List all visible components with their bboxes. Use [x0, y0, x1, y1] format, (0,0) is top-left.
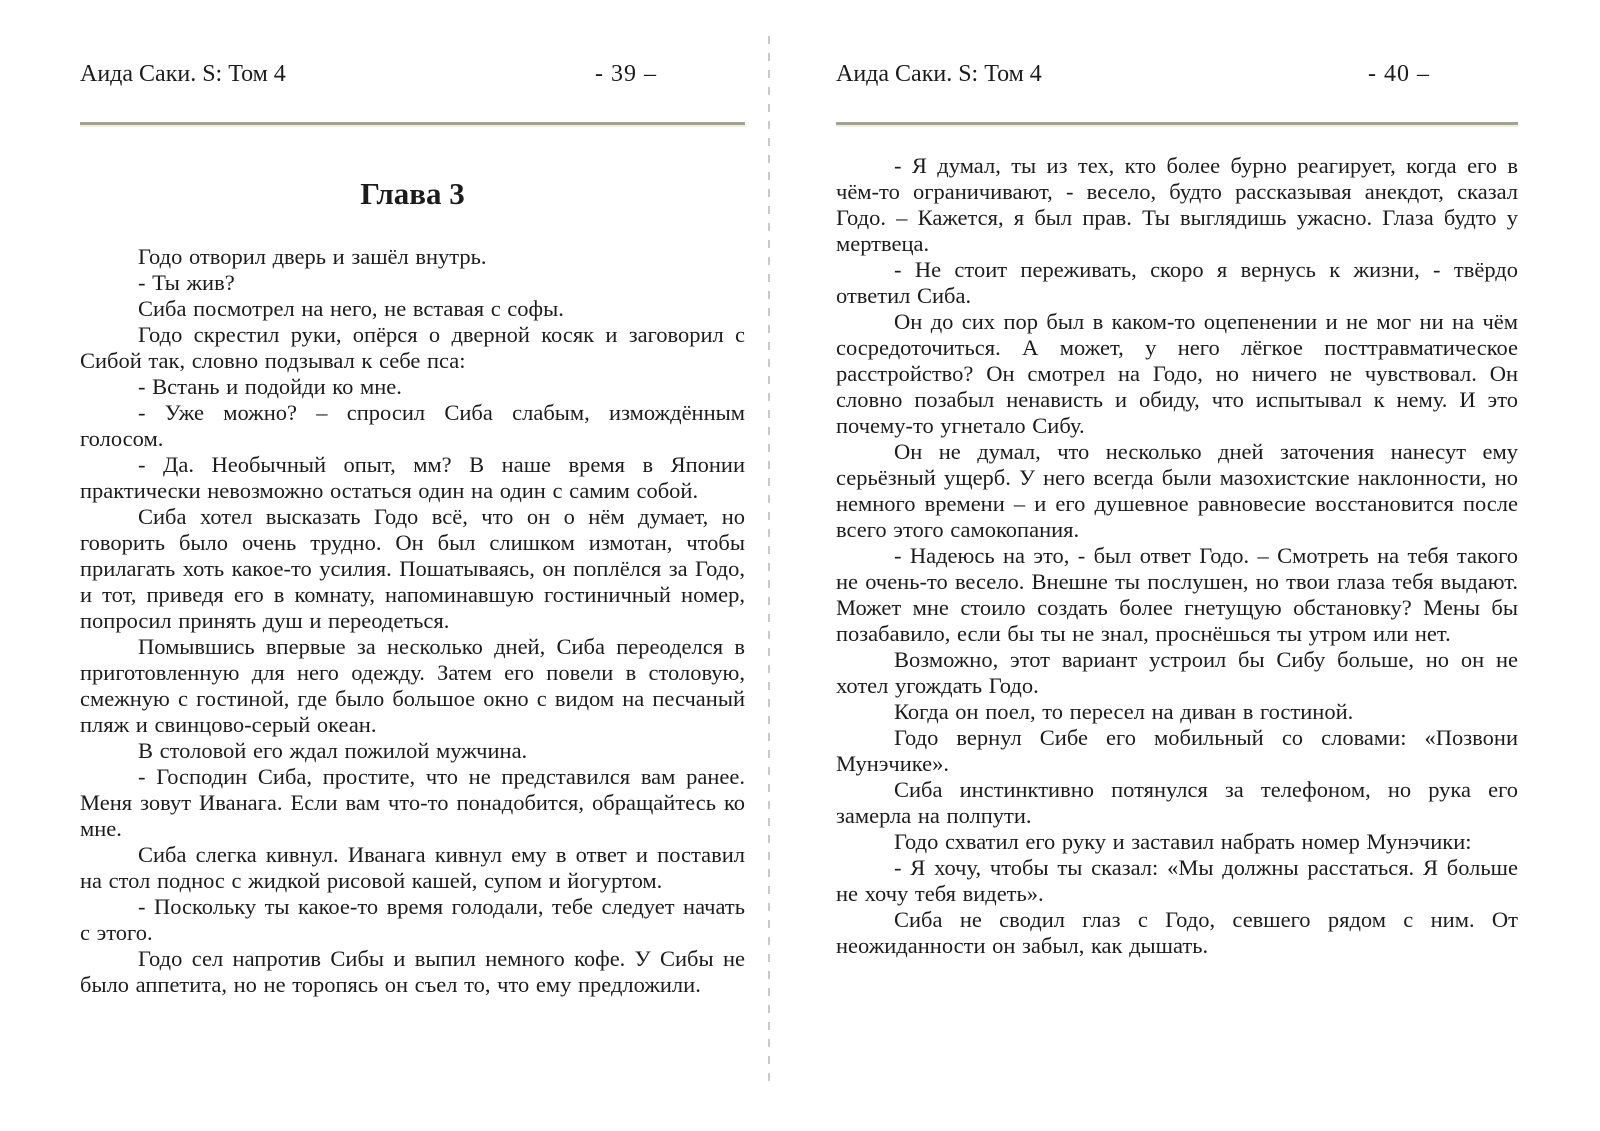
paragraph: Помывшись впервые за несколько дней, Сиба переоделся в приготовленную для него одежду. Затем его повели в столовую, смежную с гостиной, где было большое окно с видом на песчаный пляж и свинцово-серый океан.	[80, 634, 745, 737]
paragraph: Годо сел напротив Сибы и выпил немного кофе. У Сибы не было аппетита, но не торопясь он съел то, что ему предложили.	[80, 946, 745, 997]
paragraph: Когда он поел, то пересел на диван в гостиной.	[894, 699, 1354, 724]
page-number: - 39 –	[595, 61, 657, 87]
paragraph: Сиба инстинктивно потянулся за телефоном, но рука его замерла на полпути.	[836, 777, 1518, 828]
paragraph: - Я хочу, чтобы ты сказал: «Мы должны расстаться. Я больше не хочу тебя видеть».	[836, 855, 1518, 906]
left-page-body	[80, 244, 745, 998]
right-page-header	[836, 60, 1518, 88]
paragraph: Сиба не сводил глаз с Годо, севшего рядом с ним. От неожиданности он забыл, как дышать.	[836, 907, 1518, 958]
chapter-title: Глава 3	[360, 176, 465, 211]
paragraph: В столовой его ждал пожилой мужчина.	[138, 738, 528, 763]
page-divider	[768, 36, 770, 1090]
paragraph: Сиба посмотрел на него, не вставая с софы.	[138, 296, 564, 321]
paragraph: - Господин Сиба, простите, что не представился вам ранее. Меня зовут Иванага. Если вам что-то понадобится, обращайтесь ко мне.	[80, 764, 745, 841]
header-rule	[80, 122, 745, 125]
page-number: - 40 –	[1368, 61, 1430, 87]
paragraph: - Ты жив?	[138, 270, 235, 295]
paragraph: - Встань и подойди ко мне.	[138, 374, 402, 399]
header-rule	[836, 122, 1518, 125]
paragraph: - Поскольку ты какое-то время голодали, тебе следует начать с этого.	[80, 894, 745, 945]
paragraph: Он не думал, что несколько дней заточения нанесут ему серьёзный ущерб. У него всегда были мазохистские наклонности, но немного времени – и его душевное равновесие восстановится после всего этого самокопания.	[836, 439, 1518, 542]
paragraph: - Не стоит переживать, скоро я вернусь к жизни, - твёрдо ответил Сиба.	[836, 257, 1518, 308]
paragraph: - Я думал, ты из тех, кто более бурно реагирует, когда его в чём-то ограничивают, - весело, будто рассказывая анекдот, сказал Годо. – Кажется, я был прав. Ты выглядишь ужасно. Глаза будто у мертвеца.	[836, 153, 1518, 256]
paragraph: Возможно, этот вариант устроил бы Сибу больше, но он не хотел угождать Годо.	[836, 647, 1518, 698]
paragraph: Сиба хотел высказать Годо всё, что он о нём думает, но говорить было очень трудно. Он был слишком измотан, чтобы прилагать хоть какое-то усилия. Пошатываясь, он поплёлся за Годо, и тот, приведя его в комнату, напоминавшую гостиничный номер, попросил принять душ и переодеться.	[80, 504, 745, 633]
book-title: Аида Саки. S: Том 4	[836, 61, 1042, 87]
left-page-header	[80, 60, 745, 88]
paragraph: Сиба слегка кивнул. Иванага кивнул ему в ответ и поставил на стол поднос с жидкой рисовой кашей, супом и йогуртом.	[80, 842, 745, 893]
paragraph: - Да. Необычный опыт, мм? В наше время в Японии практически невозможно остаться один на один с самим собой.	[80, 452, 745, 503]
paragraph: - Уже можно? – спросил Сиба слабым, измождённым голосом.	[80, 400, 745, 451]
right-page-body	[836, 153, 1518, 959]
book-title: Аида Саки. S: Том 4	[80, 61, 286, 87]
paragraph: Годо скрестил руки, опёрся о дверной косяк и заговорил с Сибой так, словно подзывал к себе пса:	[80, 322, 745, 373]
paragraph: Годо вернул Сибе его мобильный со словами: «Позвони Мунэчике».	[836, 725, 1518, 776]
paragraph: - Надеюсь на это, - был ответ Годо. – Смотреть на тебя такого не очень-то весело. Внешне ты послушен, но твои глаза тебя выдают. Может мне стоило создать более гнетущую обстановку? Мены бы позабавило, если бы ты не знал, проснёшься ты утром или нет.	[836, 543, 1518, 646]
right-page	[836, 60, 1518, 959]
paragraph: Годо схватил его руку и заставил набрать номер Мунэчики:	[894, 829, 1472, 854]
paragraph: Годо отворил дверь и зашёл внутрь.	[138, 244, 487, 269]
left-page	[80, 60, 745, 998]
paragraph: Он до сих пор был в каком-то оцепенении и не мог ни на чём сосредоточиться. А может, у него лёгкое посттравматическое расстройство? Он смотрел на Годо, но ничего не чувствовал. Он словно позабыл ненависть и обиду, что испытывал к нему. И это почему-то угнетало Сибу.	[836, 309, 1518, 438]
